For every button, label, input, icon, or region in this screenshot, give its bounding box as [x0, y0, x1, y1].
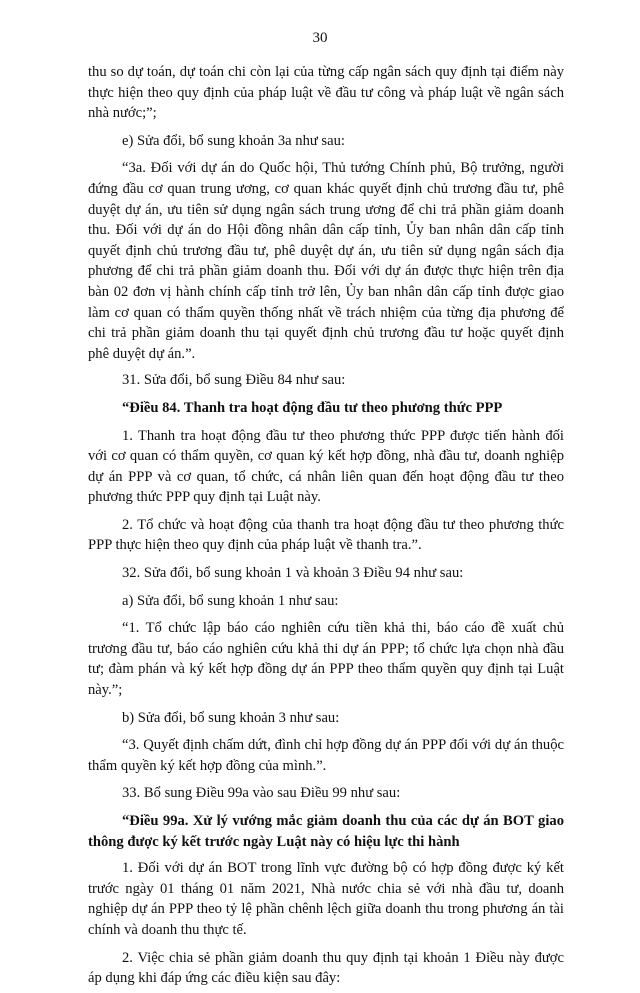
- page-number: 30: [312, 30, 328, 46]
- paragraph-article-84-clause-2: 2. Tổ chức và hoạt động của thanh tra hoạt động đầu tư theo phương thức PPP thực hiện theo quy định của pháp luật về thanh tra.”.: [88, 516, 564, 554]
- paragraph-item-33: 33. Bổ sung Điều 99a vào sau Điều 99 như sau:: [122, 785, 401, 802]
- paragraph-item-31: 31. Sửa đổi, bổ sung Điều 84 như sau:: [122, 372, 346, 389]
- paragraph-clause-1: “1. Tổ chức lập báo cáo nghiên cứu tiền khả thi, báo cáo đề xuất chủ trương đầu tư, báo cáo nghiên cứu khả thi dự án PPP; tổ chức lựa chọn nhà đầu tư; đàm phán và ký kết hợp đồng dự án PPP theo thẩm quyền quy định tại Luật này.”;: [88, 620, 564, 699]
- paragraph-article-99a-clause-1: 1. Đối với dự án BOT trong lĩnh vực đường bộ có hợp đồng được ký kết trước ngày 01 tháng 01 năm 2021, Nhà nước chia sẻ với nhà đầu tư, doanh nghiệp dự án PPP theo tỷ lệ phần chênh lệch giữa doanh thu trong phương án tài chính và doanh thu thực tế.: [88, 860, 564, 938]
- paragraph-continuation: thu so dự toán, dự toán chi còn lại của từng cấp ngân sách quy định tại điểm này thực hiện theo quy định của pháp luật về đầu tư công và pháp luật về ngân sách nhà nước;”;: [88, 64, 564, 122]
- paragraph-clause-3: “3. Quyết định chấm dứt, đình chỉ hợp đồng dự án PPP đối với dự án thuộc thẩm quyền ký kết hợp đồng của mình.”.: [88, 737, 564, 774]
- paragraph-item-32: 32. Sửa đổi, bổ sung khoản 1 và khoản 3 Điều 94 như sau:: [122, 565, 464, 582]
- paragraph-amendment-b: b) Sửa đổi, bổ sung khoản 3 như sau:: [122, 709, 340, 726]
- paragraph-article-84-clause-1: 1. Thanh tra hoạt động đầu tư theo phương thức PPP được tiến hành đối với cơ quan có thẩm quyền, cơ quan ký kết hợp đồng, nhà đầu tư, doanh nghiệp dự án PPP và cơ quan, tổ chức, cá nhân liên quan đến hoạt động đầu tư theo phương thức PPP quy định tại Luật này.: [88, 427, 564, 506]
- article-99a-heading: “Điều 99a. Xử lý vướng mắc giảm doanh thu của các dự án BOT giao thông được ký kết trước ngày Luật này có hiệu lực thi hành: [88, 813, 564, 850]
- article-84-heading: “Điều 84. Thanh tra hoạt động đầu tư theo phương thức PPP: [122, 399, 503, 416]
- paragraph-article-99a-clause-2: 2. Việc chia sẻ phần giảm doanh thu quy định tại khoản 1 Điều này được áp dụng khi đáp ứng các điều kiện sau đây:: [88, 949, 564, 987]
- document-body: [88, 62, 564, 993]
- paragraph-clause-3a: “3a. Đối với dự án do Quốc hội, Thủ tướng Chính phủ, Bộ trưởng, người đứng đầu cơ quan trung ương, cơ quan khác quyết định chủ trương đầu tư, phê duyệt dự án, ưu tiên sử dụng ngân sách trung ương để chi trả phần giảm doanh thu. Đối với dự án do Hội đồng nhân dân cấp tỉnh, Ủy ban nhân dân cấp tỉnh quyết định chủ trương đầu tư, phê duyệt dự án, ưu tiên sử dụng ngân sách địa phương để chi trả phần giảm doanh thu. Đối với dự án được thực hiện trên địa bàn 02 đơn vị hành chính cấp tỉnh trở lên, Ủy ban nhân dân cấp tỉnh được giao làm cơ quan có thẩm quyền thống nhất về trách nhiệm của từng địa phương để chi trả phần giảm doanh thu tại quyết định chủ trương đầu tư hoặc quyết định phê duyệt dự án.”.: [88, 160, 564, 362]
- paragraph-amendment-a: a) Sửa đổi, bổ sung khoản 1 như sau:: [122, 592, 339, 609]
- paragraph-amendment-e: e) Sửa đổi, bổ sung khoản 3a như sau:: [122, 132, 345, 149]
